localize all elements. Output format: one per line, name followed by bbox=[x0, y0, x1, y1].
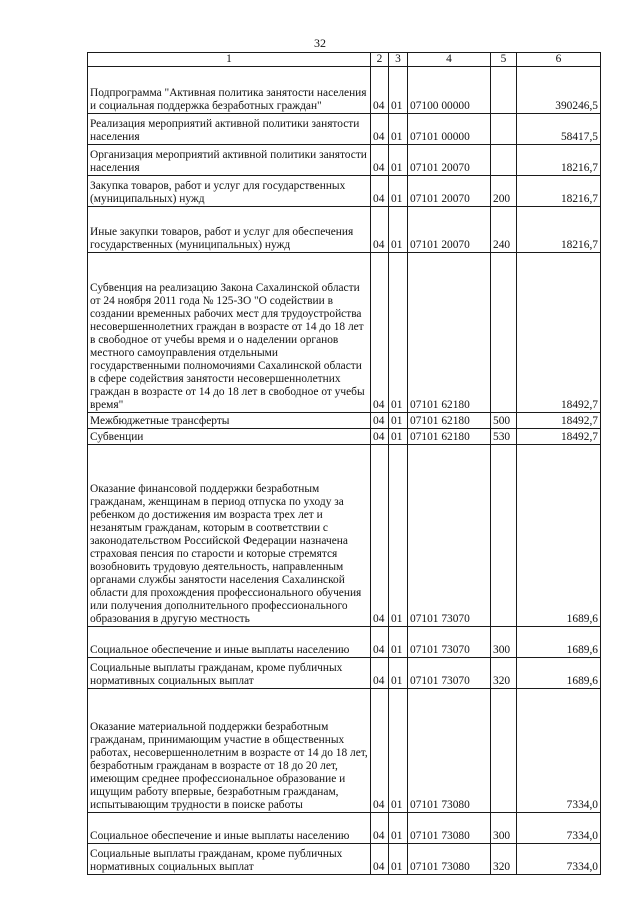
table-row bbox=[88, 844, 601, 875]
row-amount-cell: 390246,5 bbox=[517, 67, 601, 114]
table-row bbox=[88, 813, 601, 844]
table-row bbox=[88, 67, 601, 114]
row-name-cell: Социальное обеспечение и иные выплаты населению bbox=[88, 627, 371, 658]
row-section-cell: 04 bbox=[371, 429, 389, 445]
row-target-article-cell: 07101 73070 bbox=[408, 445, 491, 627]
row-expense-type-cell: 300 bbox=[491, 813, 517, 844]
table-row bbox=[88, 145, 601, 176]
row-target-article-cell: 07101 73080 bbox=[408, 844, 491, 875]
row-subsection-cell: 01 bbox=[389, 176, 408, 207]
row-expense-type-cell: 530 bbox=[491, 429, 517, 445]
row-section-cell: 04 bbox=[371, 253, 389, 413]
row-expense-type-cell bbox=[491, 114, 517, 145]
row-target-article-cell: 07100 00000 bbox=[408, 67, 491, 114]
row-expense-type-cell bbox=[491, 253, 517, 413]
budget-table bbox=[87, 52, 601, 875]
row-expense-type-cell bbox=[491, 145, 517, 176]
row-expense-type-cell bbox=[491, 689, 517, 813]
row-amount-cell: 18492,7 bbox=[517, 429, 601, 445]
row-subsection-cell: 01 bbox=[389, 207, 408, 253]
table-row bbox=[88, 253, 601, 413]
header-cell-5: 5 bbox=[491, 53, 517, 67]
row-expense-type-cell: 320 bbox=[491, 658, 517, 689]
table-row bbox=[88, 445, 601, 627]
row-amount-cell: 18492,7 bbox=[517, 253, 601, 413]
row-section-cell: 04 bbox=[371, 176, 389, 207]
row-subsection-cell: 01 bbox=[389, 658, 408, 689]
row-subsection-cell: 01 bbox=[389, 689, 408, 813]
row-amount-cell: 1689,6 bbox=[517, 627, 601, 658]
row-subsection-cell: 01 bbox=[389, 413, 408, 429]
table-row bbox=[88, 658, 601, 689]
row-amount-cell: 58417,5 bbox=[517, 114, 601, 145]
row-target-article-cell: 07101 62180 bbox=[408, 253, 491, 413]
row-name-cell: Субвенции bbox=[88, 429, 371, 445]
table-row bbox=[88, 176, 601, 207]
row-target-article-cell: 07101 20070 bbox=[408, 207, 491, 253]
row-subsection-cell: 01 bbox=[389, 429, 408, 445]
row-section-cell: 04 bbox=[371, 689, 389, 813]
row-amount-cell: 1689,6 bbox=[517, 658, 601, 689]
page-number: 32 bbox=[314, 36, 326, 50]
row-name-cell: Закупка товаров, работ и услуг для государственных (муниципальных) нужд bbox=[88, 176, 371, 207]
row-name-cell: Организация мероприятий активной политики занятости населения bbox=[88, 145, 371, 176]
row-name-cell: Иные закупки товаров, работ и услуг для обеспечения государственных (муниципальных) нужд bbox=[88, 207, 371, 253]
row-amount-cell: 18216,7 bbox=[517, 145, 601, 176]
row-target-article-cell: 07101 00000 bbox=[408, 114, 491, 145]
row-expense-type-cell: 500 bbox=[491, 413, 517, 429]
row-target-article-cell: 07101 73070 bbox=[408, 627, 491, 658]
table-row bbox=[88, 627, 601, 658]
row-section-cell: 04 bbox=[371, 114, 389, 145]
header-cell-3: 3 bbox=[389, 53, 408, 67]
row-subsection-cell: 01 bbox=[389, 145, 408, 176]
row-target-article-cell: 07101 62180 bbox=[408, 429, 491, 445]
row-subsection-cell: 01 bbox=[389, 253, 408, 413]
row-amount-cell: 18216,7 bbox=[517, 207, 601, 253]
row-amount-cell: 18216,7 bbox=[517, 176, 601, 207]
row-section-cell: 04 bbox=[371, 67, 389, 114]
row-expense-type-cell: 240 bbox=[491, 207, 517, 253]
row-subsection-cell: 01 bbox=[389, 67, 408, 114]
row-name-cell: Оказание материальной поддержки безработным гражданам, принимающим участие в общественных работах, несовершеннолетним в возрасте от 14 до 18 лет, безработным гражданам в возрасте от 18 до 20 лет, имеющим среднее профессиональное образование и ищущим работу впервые, безработным гражданам, испытывающим трудности в поиске работы bbox=[88, 689, 371, 813]
table-row bbox=[88, 429, 601, 445]
row-target-article-cell: 07101 62180 bbox=[408, 413, 491, 429]
row-section-cell: 04 bbox=[371, 207, 389, 253]
row-expense-type-cell: 200 bbox=[491, 176, 517, 207]
row-expense-type-cell bbox=[491, 67, 517, 114]
row-section-cell: 04 bbox=[371, 844, 389, 875]
row-subsection-cell: 01 bbox=[389, 844, 408, 875]
row-target-article-cell: 07101 73070 bbox=[408, 658, 491, 689]
row-section-cell: 04 bbox=[371, 813, 389, 844]
row-name-cell: Подпрограмма "Активная политика занятости населения и социальная поддержка безработных граждан" bbox=[88, 67, 371, 114]
row-target-article-cell: 07101 20070 bbox=[408, 145, 491, 176]
row-subsection-cell: 01 bbox=[389, 114, 408, 145]
row-expense-type-cell: 300 bbox=[491, 627, 517, 658]
row-expense-type-cell: 320 bbox=[491, 844, 517, 875]
row-subsection-cell: 01 bbox=[389, 445, 408, 627]
table-header-row bbox=[88, 53, 601, 67]
header-cell-4: 4 bbox=[408, 53, 491, 67]
row-name-cell: Социальное обеспечение и иные выплаты населению bbox=[88, 813, 371, 844]
header-cell-1: 1 bbox=[88, 53, 371, 67]
row-expense-type-cell bbox=[491, 445, 517, 627]
table-row bbox=[88, 689, 601, 813]
row-section-cell: 04 bbox=[371, 658, 389, 689]
row-name-cell: Социальные выплаты гражданам, кроме публичных нормативных социальных выплат bbox=[88, 844, 371, 875]
row-section-cell: 04 bbox=[371, 627, 389, 658]
header-cell-2: 2 bbox=[371, 53, 389, 67]
row-amount-cell: 7334,0 bbox=[517, 689, 601, 813]
row-section-cell: 04 bbox=[371, 413, 389, 429]
table-row bbox=[88, 207, 601, 253]
row-target-article-cell: 07101 73080 bbox=[408, 689, 491, 813]
row-amount-cell: 7334,0 bbox=[517, 844, 601, 875]
header-cell-6: 6 bbox=[517, 53, 601, 67]
row-subsection-cell: 01 bbox=[389, 813, 408, 844]
row-target-article-cell: 07101 20070 bbox=[408, 176, 491, 207]
row-name-cell: Оказание финансовой поддержки безработным гражданам, женщинам в период отпуска по уходу за ребенком до достижения им возраста трех лет и незанятым гражданам, которым в соответствии с законодательством Российской Федерации назначена страховая пенсия по старости и которые стремятся возобновить трудовую деятельность, направленным органами службы занятости населения Сахалинской области для прохождения профессионального обучения или получения дополнительного профессионального образования в другую местность bbox=[88, 445, 371, 627]
row-name-cell: Субвенция на реализацию Закона Сахалинской области от 24 ноября 2011 года № 125-ЗО "О содействии в создании временных рабочих мест для трудоустройства несовершеннолетних граждан в возрасте от 14 до 18 лет в свободное от учебы время и о наделении органов местного самоуправления отдельными государственными полномочиями Сахалинской области в сфере содействия занятости несовершеннолетних граждан в возрасте от 14 до 18 лет в свободное от учебы время" bbox=[88, 253, 371, 413]
row-target-article-cell: 07101 73080 bbox=[408, 813, 491, 844]
row-section-cell: 04 bbox=[371, 445, 389, 627]
row-amount-cell: 7334,0 bbox=[517, 813, 601, 844]
row-section-cell: 04 bbox=[371, 145, 389, 176]
row-amount-cell: 1689,6 bbox=[517, 445, 601, 627]
row-name-cell: Социальные выплаты гражданам, кроме публичных нормативных социальных выплат bbox=[88, 658, 371, 689]
row-subsection-cell: 01 bbox=[389, 627, 408, 658]
table-row bbox=[88, 413, 601, 429]
row-name-cell: Межбюджетные трансферты bbox=[88, 413, 371, 429]
row-name-cell: Реализация мероприятий активной политики занятости населения bbox=[88, 114, 371, 145]
table-row bbox=[88, 114, 601, 145]
row-amount-cell: 18492,7 bbox=[517, 413, 601, 429]
